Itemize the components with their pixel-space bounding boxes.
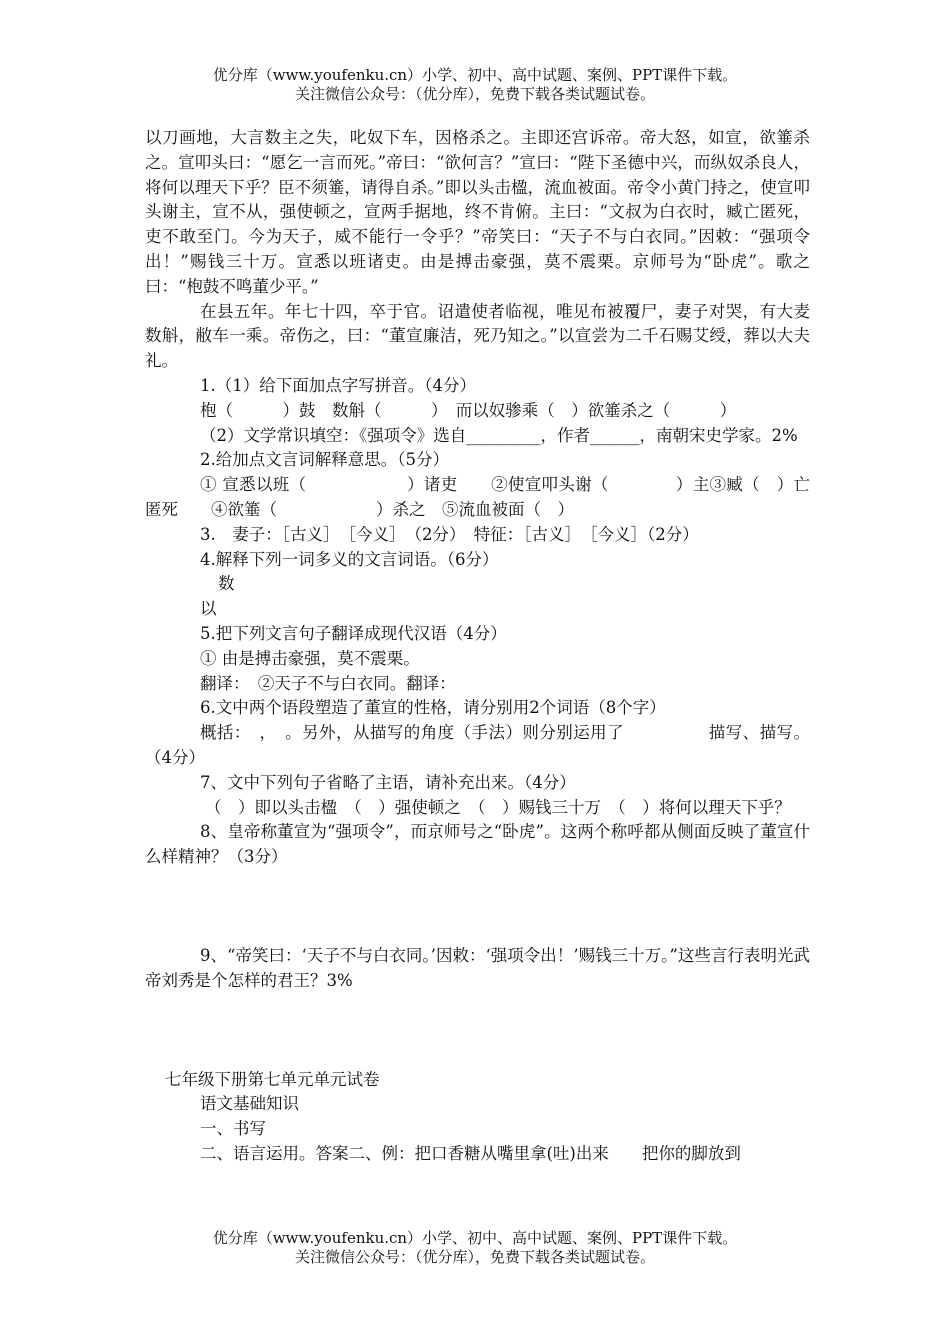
answer-space: [145, 870, 810, 944]
question-2-title: 2.给加点文言词解释意思。（5分）: [200, 450, 449, 470]
section-7-title: 七年级下册第七单元单元试卷: [165, 1069, 380, 1089]
question-5-title: 5.把下列文言句子翻译成现代汉语（4分）: [200, 623, 507, 643]
question-2-items: ① 宣悉以班（ ）诸吏 ②使宣叩头谢（ ）主③臧（ ）亡匿死 ④欲箠（ ）杀之 ⑤流血被面（ ）: [145, 475, 810, 519]
section-7-item-1: 一、书写: [200, 1119, 266, 1139]
page-header: [0, 66, 950, 104]
question-7-title: 7、文中下列句子省略了主语，请补充出来。（4分）: [200, 772, 576, 792]
question-1-part-2: （2）文学常识填空：《强项令》选自_________，作者______，南朝宋史学家。2%: [200, 425, 798, 445]
footer-line-2: 关注微信公众号：（优分库），免费下载各类试题试卷。: [294, 1248, 655, 1266]
document-body: [145, 126, 810, 1167]
header-line-2: 关注微信公众号：（优分库），免费下载各类试题试卷。: [294, 85, 655, 103]
question-7-body: （ ）即以头击楹 （ ）强使顿之 （ ）赐钱三十万 （ ）将何以理天下乎？: [205, 797, 791, 817]
question-5-sentence-1: ① 由是搏击豪强，莫不震栗。: [200, 648, 420, 668]
question-4-word-2: 以: [200, 599, 217, 619]
page-footer: [0, 1229, 950, 1267]
footer-line-1: 优分库（www.youfenku.cn）小学、初中、高中试题、案例、PPT课件下载。: [212, 1229, 738, 1247]
question-4-title: 4.解释下列一词多义的文言词语。（6分）: [200, 549, 499, 569]
passage-paragraph-1: 以刀画地，大言数主之失，叱奴下车，因格杀之。主即还宫诉帝。帝大怒，如宣，欲箠杀之。宣叩头曰：“愿乞一言而死。”帝曰：“欲何言？”宣曰：“陛下圣德中兴，而纵奴杀良人，将何以理天下乎？臣不须箠，请得自杀。”即以头击楹，流血被面。帝令小黄门持之，使宣叩头谢主，宣不从，强使顿之，宣两手据地，终不肯俯。主曰：“文叔为白衣时，臧亡匿死，吏不敢至门。今为天子，威不能行一令乎？”帝笑曰：“天子不与白衣同。”因敕：“强项令出！”赐钱三十万。宣悉以班诸吏。由是搏击豪强，莫不震栗。京师号为“卧虎”。歌之曰：“枹鼓不鸣董少平。”: [145, 128, 810, 296]
section-7-subtitle: 语文基础知识: [200, 1094, 299, 1114]
question-1-title: 1.（1）给下面加点字写拼音。（4分）: [200, 375, 476, 395]
question-6-body: 概括： ， 。另外，从描写的角度（手法）则分别运用了 描写、描写。（4分）: [145, 723, 810, 767]
question-8: 8、皇帝称董宣为“强项令”，而京师号之“卧虎”。这两个称呼都从侧面反映了董宣什么样精神？（3分）: [145, 822, 810, 867]
question-4-word-1: 数: [218, 574, 235, 594]
section-spacer: [145, 994, 810, 1068]
header-line-1: 优分库（www.youfenku.cn）小学、初中、高中试题、案例、PPT课件下载。: [212, 66, 738, 84]
question-3: 3. 妻子：［古义］ ［今义］ （2分） 特征：［古义］ ［今义］（2分）: [200, 524, 699, 544]
question-5-sentence-2: 翻译： ②天子不与白衣同。翻译：: [200, 673, 456, 693]
section-7-item-2: 二、语言运用。答案二、例：把口香糖从嘴里拿(吐)出来 把你的脚放到: [200, 1143, 741, 1163]
question-1-items: 枹（ ）鼓 数斛（ ） 而以奴骖乘（ ）欲箠杀之（ ）: [200, 400, 737, 420]
question-6-title: 6.文中两个语段塑造了董宣的性格，请分别用2个词语（8个字）: [200, 698, 666, 718]
passage-paragraph-2: 在县五年。年七十四，卒于官。诏遣使者临视，唯见布被覆尸，妻子对哭，有大麦数斛，敝车一乘。帝伤之，曰：“董宣廉洁，死乃知之。”以宣尝为二千石赐艾绶，葬以大夫礼。: [145, 301, 810, 371]
question-9: 9、“帝笑曰：‘天子不与白衣同。’因敕：‘强项令出！’赐钱三十万。”这些言行表明光武帝刘秀是个怎样的君王？3%: [145, 945, 810, 990]
